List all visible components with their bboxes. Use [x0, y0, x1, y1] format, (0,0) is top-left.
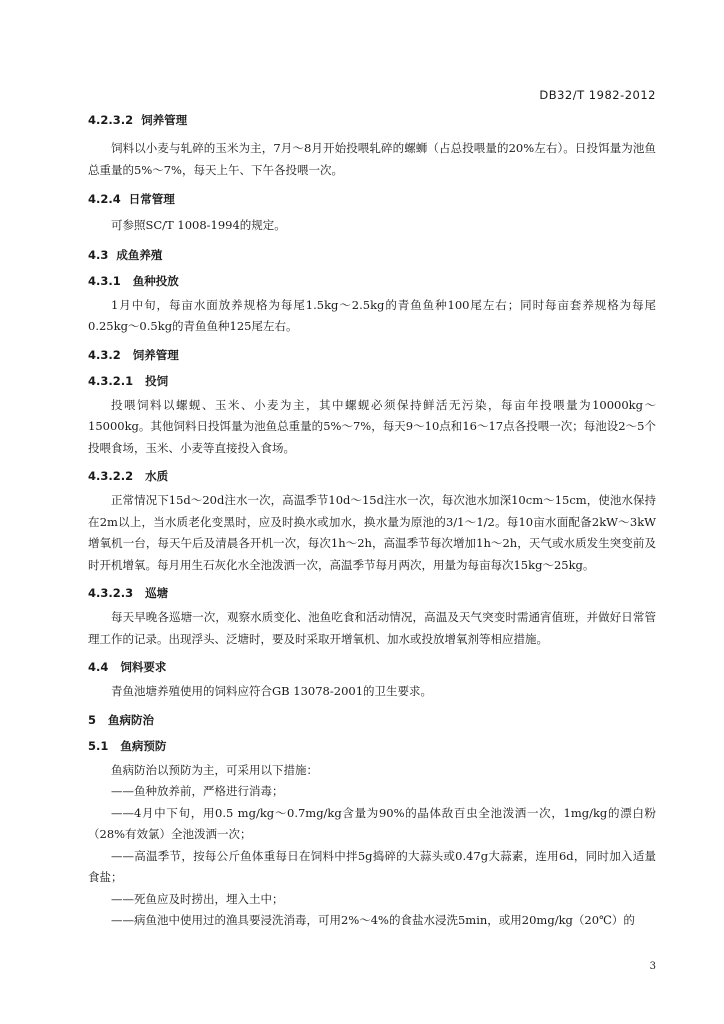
section-heading-4-2-3-2: 4.2.3.2 饲养管理	[88, 113, 188, 127]
section-heading-4-3: 4.3 成鱼养殖	[88, 247, 163, 262]
section-heading-4-3-2: 4.3.2 饲养管理	[88, 347, 179, 362]
section-heading-4-3-1: 4.3.1 鱼种投放	[88, 273, 179, 288]
section-heading-5: 5 鱼病防治	[88, 712, 155, 727]
list-item-4: ——死鱼应及时捞出，埋入土中；	[111, 891, 284, 906]
list-item-5: ——病鱼池中使用过的渔具要浸洗消毒，可用2%～4%的食盐水浸洗5min，或用20mg/kg（20℃）的	[111, 913, 635, 927]
list-item-3: ——高温季节，按每公斤鱼体重每日在饲料中拌5g捣碎的大蒜头或0.47g大蒜素，连用6d，同时加入适量食盐；	[88, 848, 656, 884]
paragraph-5-1: 鱼病防治以预防为主，可采用以下措施：	[111, 762, 318, 777]
paragraph-4-3-2-1: 投喂饲料以螺蚬、玉米、小麦为主，其中螺蚬必须保持鲜活无污染，每亩年投喂量为10000kg～15000kg。其他饲料日投饵量为池鱼总重量的5%～7%，每天9～10点和16～17点各投喂一次；每池设2～5个投喂食场，玉米、小麦等直接投入食场。	[88, 397, 656, 455]
section-heading-4-4: 4.4 饲料要求	[88, 660, 167, 674]
list-item-2: ——4月中下旬，用0.5 mg/kg～0.7mg/kg含量为90%的晶体敌百虫全池泼洒一次，1mg/kg的漂白粉（28%有效氯）全池泼洒一次；	[88, 805, 656, 841]
paragraph-4-3-1: 1月中旬，每亩水面放养规格为每尾1.5kg～2.5kg的青鱼鱼种100尾左右；同时每亩套养规格为每尾0.25kg～0.5kg的青鱼鱼种125尾左右。	[88, 297, 656, 333]
section-heading-4-2-4: 4.2.4 日常管理	[88, 192, 175, 206]
section-heading-4-3-2-2: 4.3.2.2 水质	[88, 469, 169, 483]
page-number: 3	[649, 961, 656, 972]
paragraph-4-2-3-2: 饲料以小麦与轧碎的玉米为主，7月～8月开始投喂轧碎的螺蛳（占总投喂量的20%左右）。日投饵量为池鱼总重量的5%～7%，每天上午、下午各投喂一次。	[88, 141, 656, 177]
paragraph-4-4: 青鱼池塘养殖使用的饲料应符合GB 13078-2001的卫生要求。	[111, 684, 433, 698]
document-body	[88, 108, 656, 932]
section-heading-4-3-2-1: 4.3.2.1 投饲	[88, 373, 169, 388]
paragraph-4-3-2-2: 正常情况下15d～20d注水一次，高温季节10d～15d注水一次，每次池水加深10cm～15cm，使池水保持在2m以上，当水质老化变黑时，应及时换水或加水，换水量为原池的3/1～1/2。每10亩水面配备2kW～3kW增氧机一台，每天午后及清晨各开机一次，每次1h～2h，高温季节每次增加1h～2h，天气或水质发生突变前及时开机增氧。每月用生石灰化水全池泼洒一次，高温季节每月两次，用量为每亩每次15kg～25kg。	[88, 493, 656, 572]
section-heading-4-3-2-3: 4.3.2.3 巡塘	[88, 586, 169, 600]
list-item-1: ——鱼种放养前，严格进行消毒；	[111, 784, 284, 798]
section-heading-5-1: 5.1 鱼病预防	[88, 738, 167, 753]
page-header-standard-code: DB32/T 1982-2012	[539, 88, 656, 102]
paragraph-4-3-2-3: 每天早晚各巡塘一次，观察水质变化、池鱼吃食和活动情况，高温及天气突变时需通宵值班，并做好日常管理工作的记录。出现浮头、泛塘时，要及时采取开增氧机、加水或投放增氧剂等相应措施。	[88, 610, 656, 646]
paragraph-4-2-4: 可参照SC/T 1008-1994的规定。	[111, 218, 286, 232]
